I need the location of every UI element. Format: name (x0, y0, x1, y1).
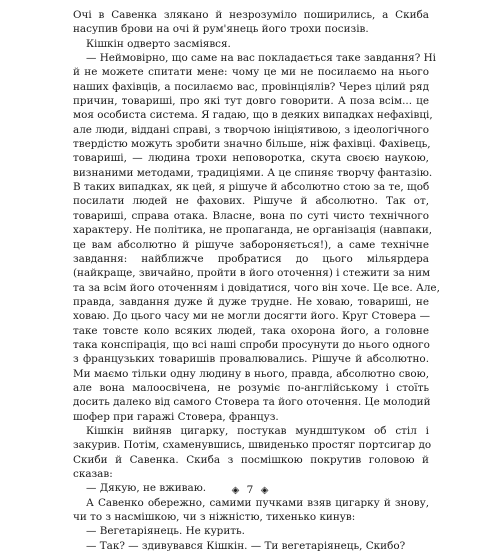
text-line: Ми маємо тільки одну людину в нього, правда, абсолютно свою, (73, 367, 429, 380)
page-body (73, 8, 440, 553)
text-line: визнаними методами, традиціями. А це спиняє творчу фантазію. (73, 166, 433, 179)
text-line: Кішкін вийняв цигарку, постукав мундштуком об стіл і (86, 424, 429, 437)
ornament-left-icon: ◈ (231, 485, 240, 496)
page-number: 7 (246, 484, 254, 496)
text-line: — Дякую, не вживаю. (86, 482, 207, 495)
text-line: досить далеко від самого Стовера та його оточення. Це молодий (73, 396, 431, 409)
text-line: Кішкін одверто засміявся. (86, 37, 231, 50)
text-line: закурив. Потім, схаменувшись, швиденько простяг портсигар до (73, 439, 432, 452)
text-line: (найкраще, звичайно, пройти в його оточення) і стежити за ним (73, 267, 431, 280)
text-line: — Неймовірно, що саме на вас покладається таке завдання? Ні (86, 52, 436, 65)
text-line: — Так? — здивувався Кішкін. — Ти вегетаріянець, Скибо? (86, 539, 406, 552)
page-number-footer (0, 484, 500, 496)
text-line: твердістю можуть зробити значно більше, ніж фахівці. Фахівець, (73, 138, 431, 151)
text-line: але вона малоосвічена, не розуміє по-англійському і стоїть (73, 381, 429, 394)
text-line: з французьких товаришів провалювались. Рішуче й абсолютно. (73, 353, 429, 366)
text-line: Очі в Савенка злякано й незрозуміло поширились, а Скиба (73, 9, 429, 21)
text-line: але люди, віддані справі, з творчою ініціятивою, з ідеологічного (73, 123, 429, 136)
text-line: моя особиста система. Я гадаю, що в деяких випадках нефахівці, (73, 109, 433, 122)
text-line: Скиби й Савенка. Скиба з посмішкою покрутив головою й (73, 453, 429, 466)
text-line: ховаю. До цього часу ми не могли досягти його. Круг Стовера — (73, 310, 430, 323)
text-line: таке товсте коло всяких людей, така охорона його, а головне (73, 324, 429, 337)
text-line: насупив брови на очі й рум'янець його трохи посизів. (73, 23, 369, 36)
text-line: характеру. Не політика, не пропаганда, не організація (навпаки, (73, 224, 433, 237)
text-line: — Вегетаріянець. Не курить. (86, 525, 245, 538)
text-line: А Савенко обережно, самими пучками взяв цигарку й знову, (86, 496, 429, 509)
text-line: завдання: найближче пробратися до цього мільярдера (73, 252, 429, 265)
text-line: це вам абсолютно й рішуче забороняється!), а саме технічне (73, 238, 429, 251)
text-line: сказав: (73, 468, 113, 480)
text-line: В таких випадках, як цей, я рішуче й абсолютно стою за те, щоб (73, 181, 430, 194)
text-line: й не можете спитати мене: чому це ми не посилаємо на нього (73, 66, 429, 79)
text-line: товариші, справа отака. Власне, вона по суті чисто технічного (73, 209, 429, 222)
text-line: причин, товариші, про які тут довго говорити. А поза всім... це (73, 95, 429, 108)
text-line: та за всім його оточенням і довідатися, чого він хоче. Це все. Але, (73, 281, 440, 294)
text-line: така конспірація, що всі наші спроби просунути до нього одного (73, 338, 430, 351)
ornament-right-icon: ◈ (260, 485, 269, 496)
text-line: шофер при гаражі Стовера, француз. (73, 410, 279, 423)
text-line: наших фахівців, а посилаємо вас, провінціялів? Через цілий ряд (73, 80, 429, 93)
text-line: посилати людей не фахових. Рішуче й абсолютно. Так от, (73, 195, 429, 208)
text-line: правда, завдання дуже й дуже трудне. Не ховаю, товариші, не (73, 295, 429, 308)
text-line: чи то з насмішкою, чи з ніжністю, тихенько кинув: (73, 511, 356, 524)
text-line: товариші, — людина трохи неповоротка, скута своєю наукою, (73, 152, 429, 165)
